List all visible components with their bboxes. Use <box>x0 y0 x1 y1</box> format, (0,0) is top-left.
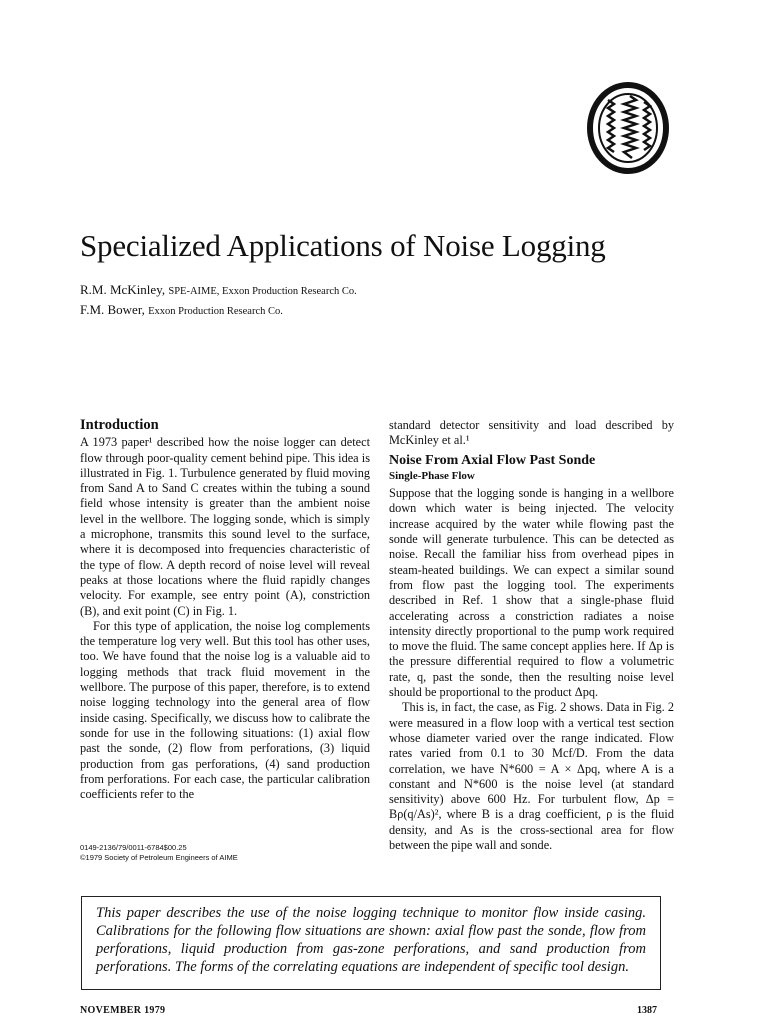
author-2 <box>80 301 357 321</box>
author-affiliation: SPE-AIME, Exxon Production Research Co. <box>168 286 357 297</box>
intro-paragraph-2: For this type of application, the noise log complements the temperature log very well. But this tool has other uses, too. We have found that the noise log is a valuable aid to logging methods that track fluid movement in the wellbore. The purpose of this paper, therefore, is to extend noise logging technology into the general area of flow inside casing. Specifically, we discuss how to calibrate the sonde for use in the following situations: (1) axial flow past the sonde, (2) flow from perforations, (3) liquid production from gas perforations, (4) sand production from perforations. For each case, the particular calibration coefficients refer to the <box>80 618 370 802</box>
introduction-heading: Introduction <box>80 417 159 433</box>
spe-logo <box>584 80 672 176</box>
paper-title: Specialized Applications of Noise Logging <box>80 228 606 263</box>
author-block <box>80 281 357 321</box>
continued-text: standard detector sensitivity and load described by McKinley et al.¹ <box>389 418 674 448</box>
abstract-box: This paper describes the use of the noise logging technique to monitor flow inside casing. Calibrations for the following flow situations are shown: axial flow past the sonde, flow from perforations, liquid production from gas-zone perforations, and sand production from perforations. The forms of the correlating equations are independent of specific tool design. <box>81 896 661 990</box>
section-heading: Noise From Axial Flow Past Sonde <box>389 452 596 468</box>
body-paragraph: Suppose that the logging sonde is hanging in a wellbore down which water is being injected. The velocity increase acquired by the water while flowing past the sonde will generate turbulence. This can be detected as noise. Recall the familiar hiss from overhead pipes in steam-heated buildings. We can expect a similar sound from flow past the logging tool. The experiments described in Ref. 1 show that a single-phase fluid accelerating across a constriction radiates a noise intensity directly proportional to the pump work required to move the fluid. The same concept applies here. If Δp is the pressure differential required to flow a volumetric rate, q, past the sonde, then the resulting noise level should be proportional to the product Δpq. <box>389 486 674 700</box>
copyright-line: ©1979 Society of Petroleum Engineers of AIME <box>80 853 238 862</box>
left-column <box>80 418 370 802</box>
right-column <box>389 418 674 853</box>
footer-date: NOVEMBER 1979 <box>80 1005 166 1016</box>
author-name: R.M. McKinley, <box>80 282 166 297</box>
author-affiliation: Exxon Production Research Co. <box>148 306 283 317</box>
author-1 <box>80 281 357 301</box>
author-name: F.M. Bower, <box>80 302 145 317</box>
copyright-line: 0149-2136/79/0011-6784$00.25 <box>80 843 187 852</box>
subsection-heading: Single-Phase Flow <box>389 469 475 482</box>
copyright-notice <box>80 843 238 863</box>
body-paragraph: This is, in fact, the case, as Fig. 2 shows. Data in Fig. 2 were measured in a flow loop with a vertical test section whose diameter varied over the range indicated. Flow rates varied from 0.1 to 30 Mcf/D. From the data correlation, we have N*600 = A × Δpq, where A is a constant and N*600 is the noise level (at standard sensitivity) above 600 Hz. For turbulent flow, Δp = Bρ(q/As)², where B is a drag coefficient, ρ is the fluid density, and As is the cross-sectional area for flow between the pipe wall and sonde. <box>389 700 674 853</box>
page-number: 1387 <box>637 1005 657 1016</box>
intro-paragraph-1: A 1973 paper¹ described how the noise logger can detect flow through poor-quality cement behind pipe. This idea is illustrated in Fig. 1. Turbulence generated by fluid moving from Sand A to Sand C creates within the tubing a sound field whose intensity is greater than the ambient noise level in the wellbore. The logging sonde, which is simply a microphone, transmits this sound level to the surface, where it is decomposed into frequencies characteristic of the type of flow. A depth record of noise level will reveal peaks at those locations where the fluid rapidly changes velocity. For example, see entry point (A), constriction (B), and exit point (C) in Fig. 1. <box>80 435 370 618</box>
